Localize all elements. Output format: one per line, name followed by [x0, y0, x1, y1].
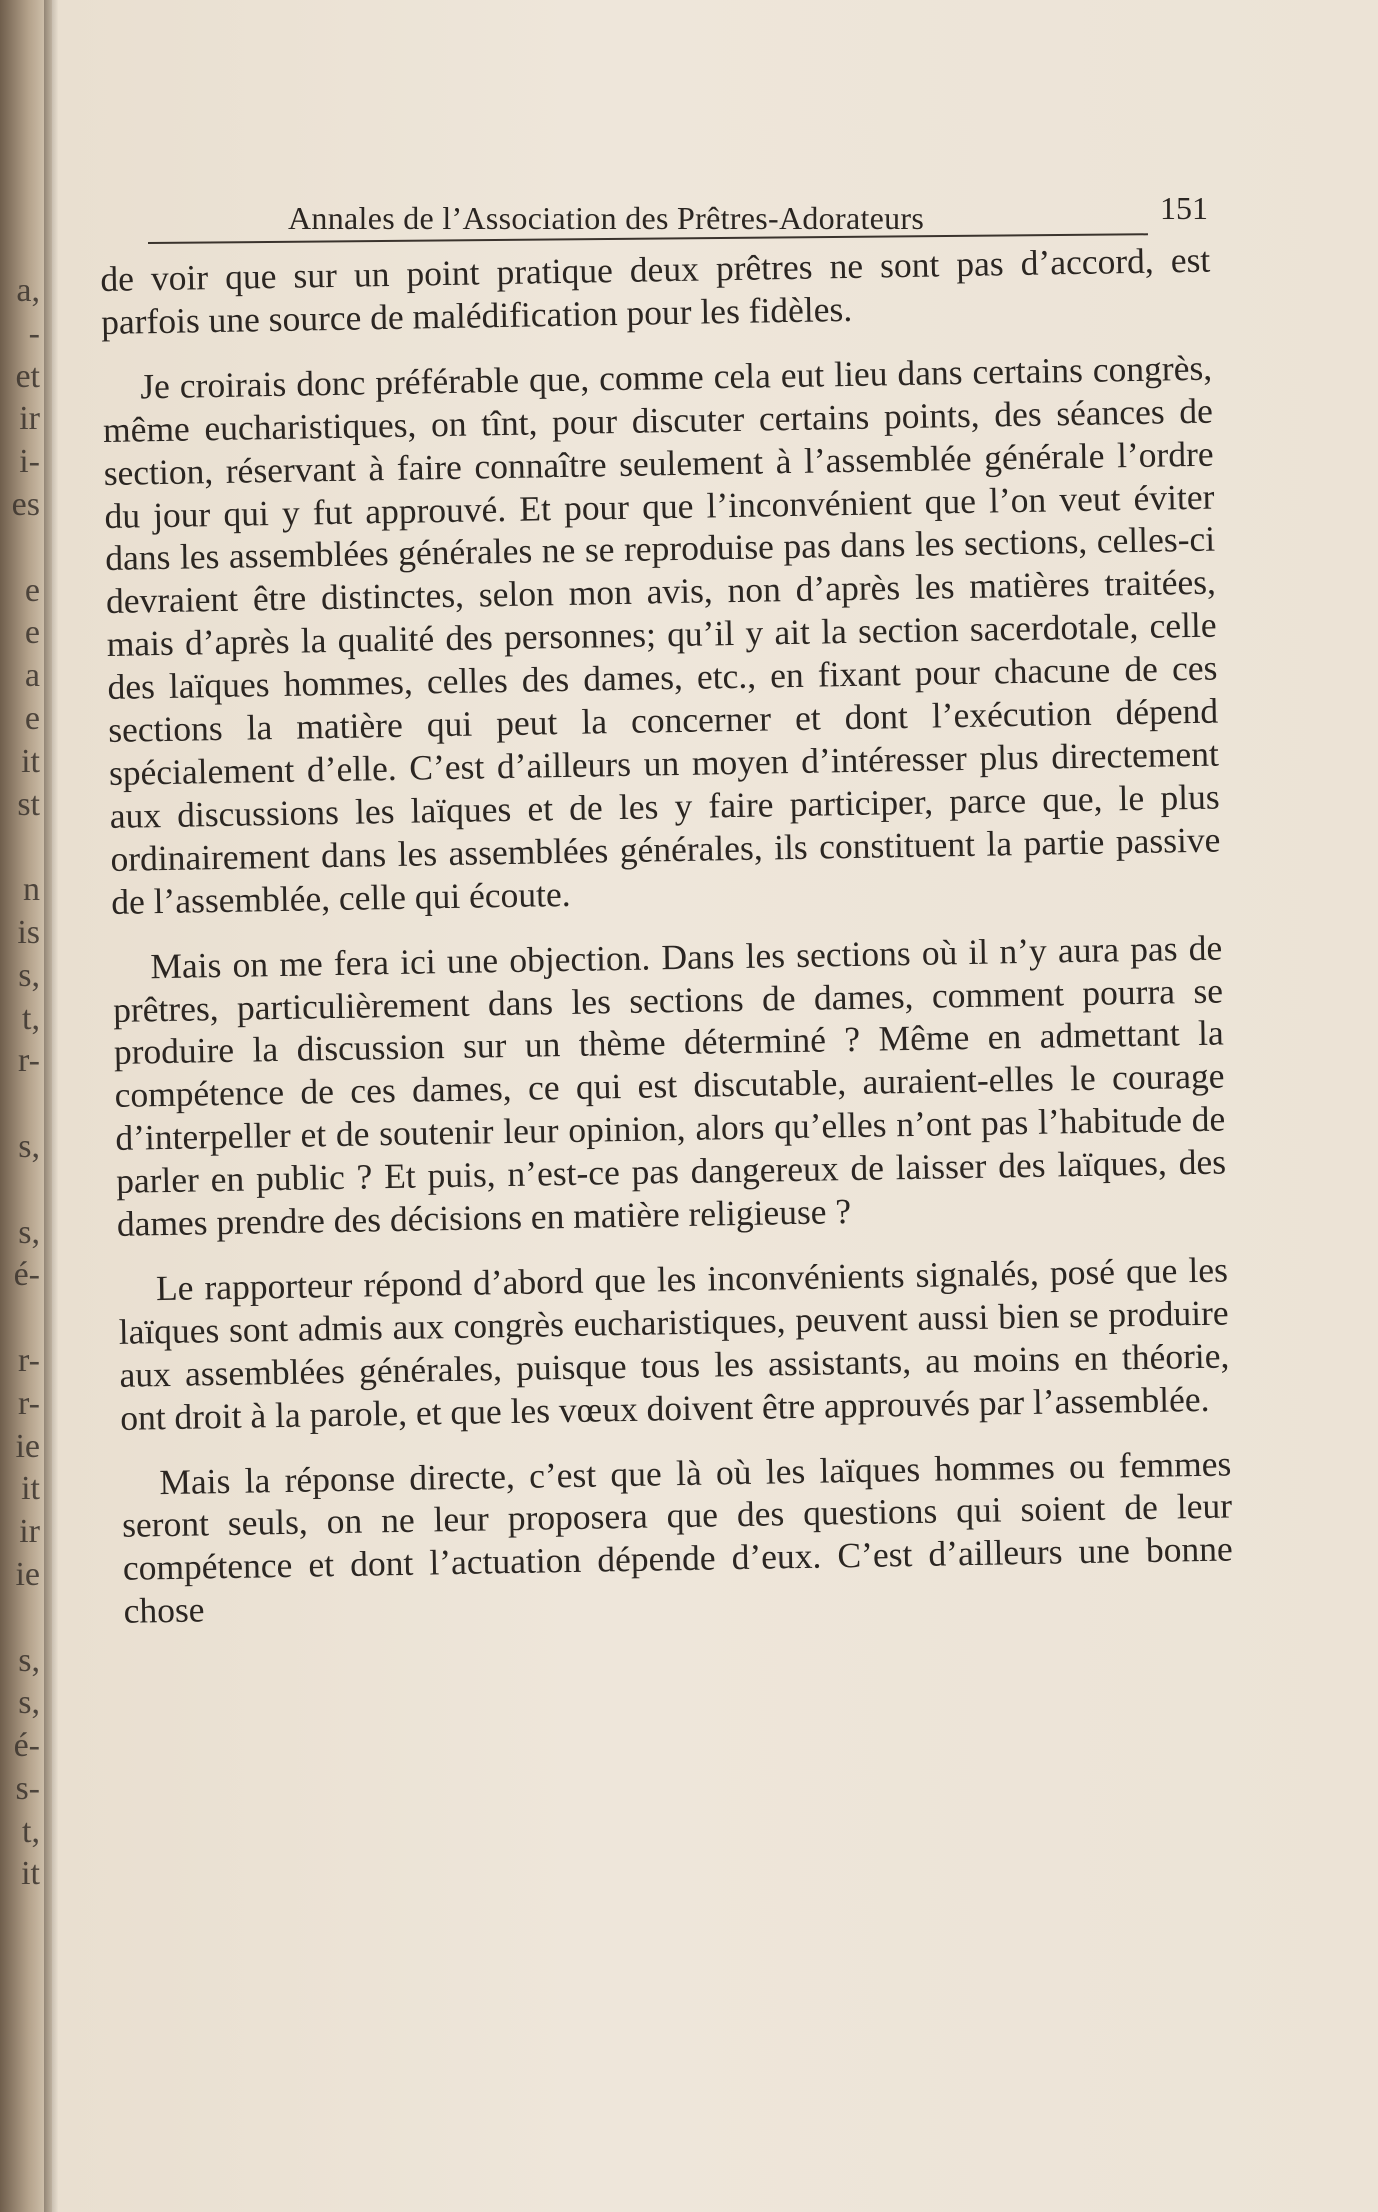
paragraph-continuation: de voir que sur un point pratique deux prêtres ne sont pas d’accord, est parfois une source de malédification pour les fidèles. — [100, 239, 1211, 342]
facing-page-margin-fragments — [0, 270, 40, 2090]
margin-fragment: r- — [18, 1384, 40, 1422]
margin-fragment: a — [24, 657, 40, 695]
margin-fragment: r- — [18, 1042, 40, 1080]
margin-fragment: ie — [15, 1427, 40, 1465]
margin-fragment — [0, 1169, 40, 1212]
margin-fragment — [0, 826, 40, 869]
margin-fragment: ie — [15, 1555, 40, 1593]
paragraph: Le rapporteur répond d’abord que les inconvénients signalés, posé que les laïques sont admis aux congrès eucharistiques, peuvent aussi bien se produire aux assemblées générales, puisque tous les assistants, au moins en théorie, ont droit à la parole, et que les vœux doivent être approuvés par l’assemblée. — [118, 1249, 1230, 1438]
margin-fragment: i- — [19, 443, 40, 481]
margin-fragment: it — [21, 1470, 40, 1508]
margin-fragment: is — [17, 913, 40, 951]
paragraph: Mais la réponse directe, c’est que là où les laïques hommes ou femmes seront seuls, on ne leur proposera que des questions qui soient de leur compétence et dont l’actuation dépende d’eux. C’est d’ailleurs une bonne chose — [121, 1443, 1234, 1632]
margin-fragment: é- — [13, 1256, 40, 1294]
margin-fragment — [0, 1297, 40, 1340]
paragraph: Je croirais donc préférable que, comme cela eut lieu dans certains congrès, même eucharistiques, on tînt, pour discuter certains points, des séances de section, réservant à faire connaître seulement à l’assemblée générale l’ordre du jour qui y fut approuvé. Et pour que l’inconvénient que l’on veut éviter dans les assemblées générales ne se reproduise pas dans les sections, celles-ci devraient être distinctes, selon mon avis, non d’après les matières traitées, mais d’après la qualité des personnes; qu’il y ait la section sacerdotale, celle des laïques hommes, celles des dames, etc., en fixant pour chacune de ces sections la matière qui peut la concerner et dont l’exécution dépend spécialement d’elle. C’est d’ailleurs un moyen d’intéresser plus directement aux discussions les laïques et de les y faire participer, parce que, le plus ordinairement dans les assemblées générales, ils constituent la partie passive de l’assemblée, celle qui écoute. — [102, 347, 1221, 922]
margin-fragment: st — [17, 785, 40, 823]
margin-fragment: r- — [18, 1341, 40, 1379]
margin-fragment: s, — [18, 1684, 40, 1722]
margin-fragment: e — [24, 699, 40, 737]
paragraph: Mais on me fera ici une objection. Dans les sections où il n’y aura pas de prêtres, particulièrement dans les sections de dames, comment pourra se produire la discussion sur un thème déterminé ? Même en admettant la compétence de ces dames, ce qui est discutable, auraient-elles le courage d’interpeller et de soutenir leur opinion, alors qu’elles n’ont pas l’habitude de parler en public ? Et puis, n’est-ce pas dangereux de laisser des laïques, des dames prendre des décisions en matière religieuse ? — [112, 927, 1227, 1244]
margin-fragment: s, — [18, 956, 40, 994]
margin-fragment — [0, 1083, 40, 1126]
margin-fragment: es — [11, 485, 40, 523]
margin-fragment: t, — [22, 1812, 40, 1850]
margin-fragment: t, — [22, 999, 40, 1037]
margin-fragment: é- — [13, 1727, 40, 1765]
margin-fragment: it — [21, 742, 40, 780]
margin-fragment: s, — [18, 1127, 40, 1165]
margin-fragment: s- — [15, 1769, 40, 1807]
margin-fragment: e — [24, 571, 40, 609]
margin-fragment — [0, 1597, 40, 1640]
margin-fragment: s, — [18, 1641, 40, 1679]
margin-fragment — [0, 527, 40, 570]
margin-fragment: - — [28, 314, 40, 352]
margin-fragment: ir — [19, 1513, 40, 1551]
margin-fragment: ir — [19, 400, 40, 438]
running-header-title: Annales de l’Association des Prêtres-Adorateurs — [288, 200, 925, 236]
margin-fragment: it — [21, 1855, 40, 1893]
margin-fragment: a, — [16, 272, 40, 309]
page-number: 151 — [1160, 190, 1208, 226]
margin-fragment: e — [24, 614, 40, 652]
spine-shadow — [44, 0, 58, 2212]
margin-fragment: n — [23, 871, 40, 909]
page — [58, 0, 1378, 2212]
margin-fragment: s, — [18, 1213, 40, 1251]
margin-fragment: et — [15, 357, 40, 395]
body-text — [100, 239, 1234, 1655]
running-header — [148, 190, 1218, 246]
